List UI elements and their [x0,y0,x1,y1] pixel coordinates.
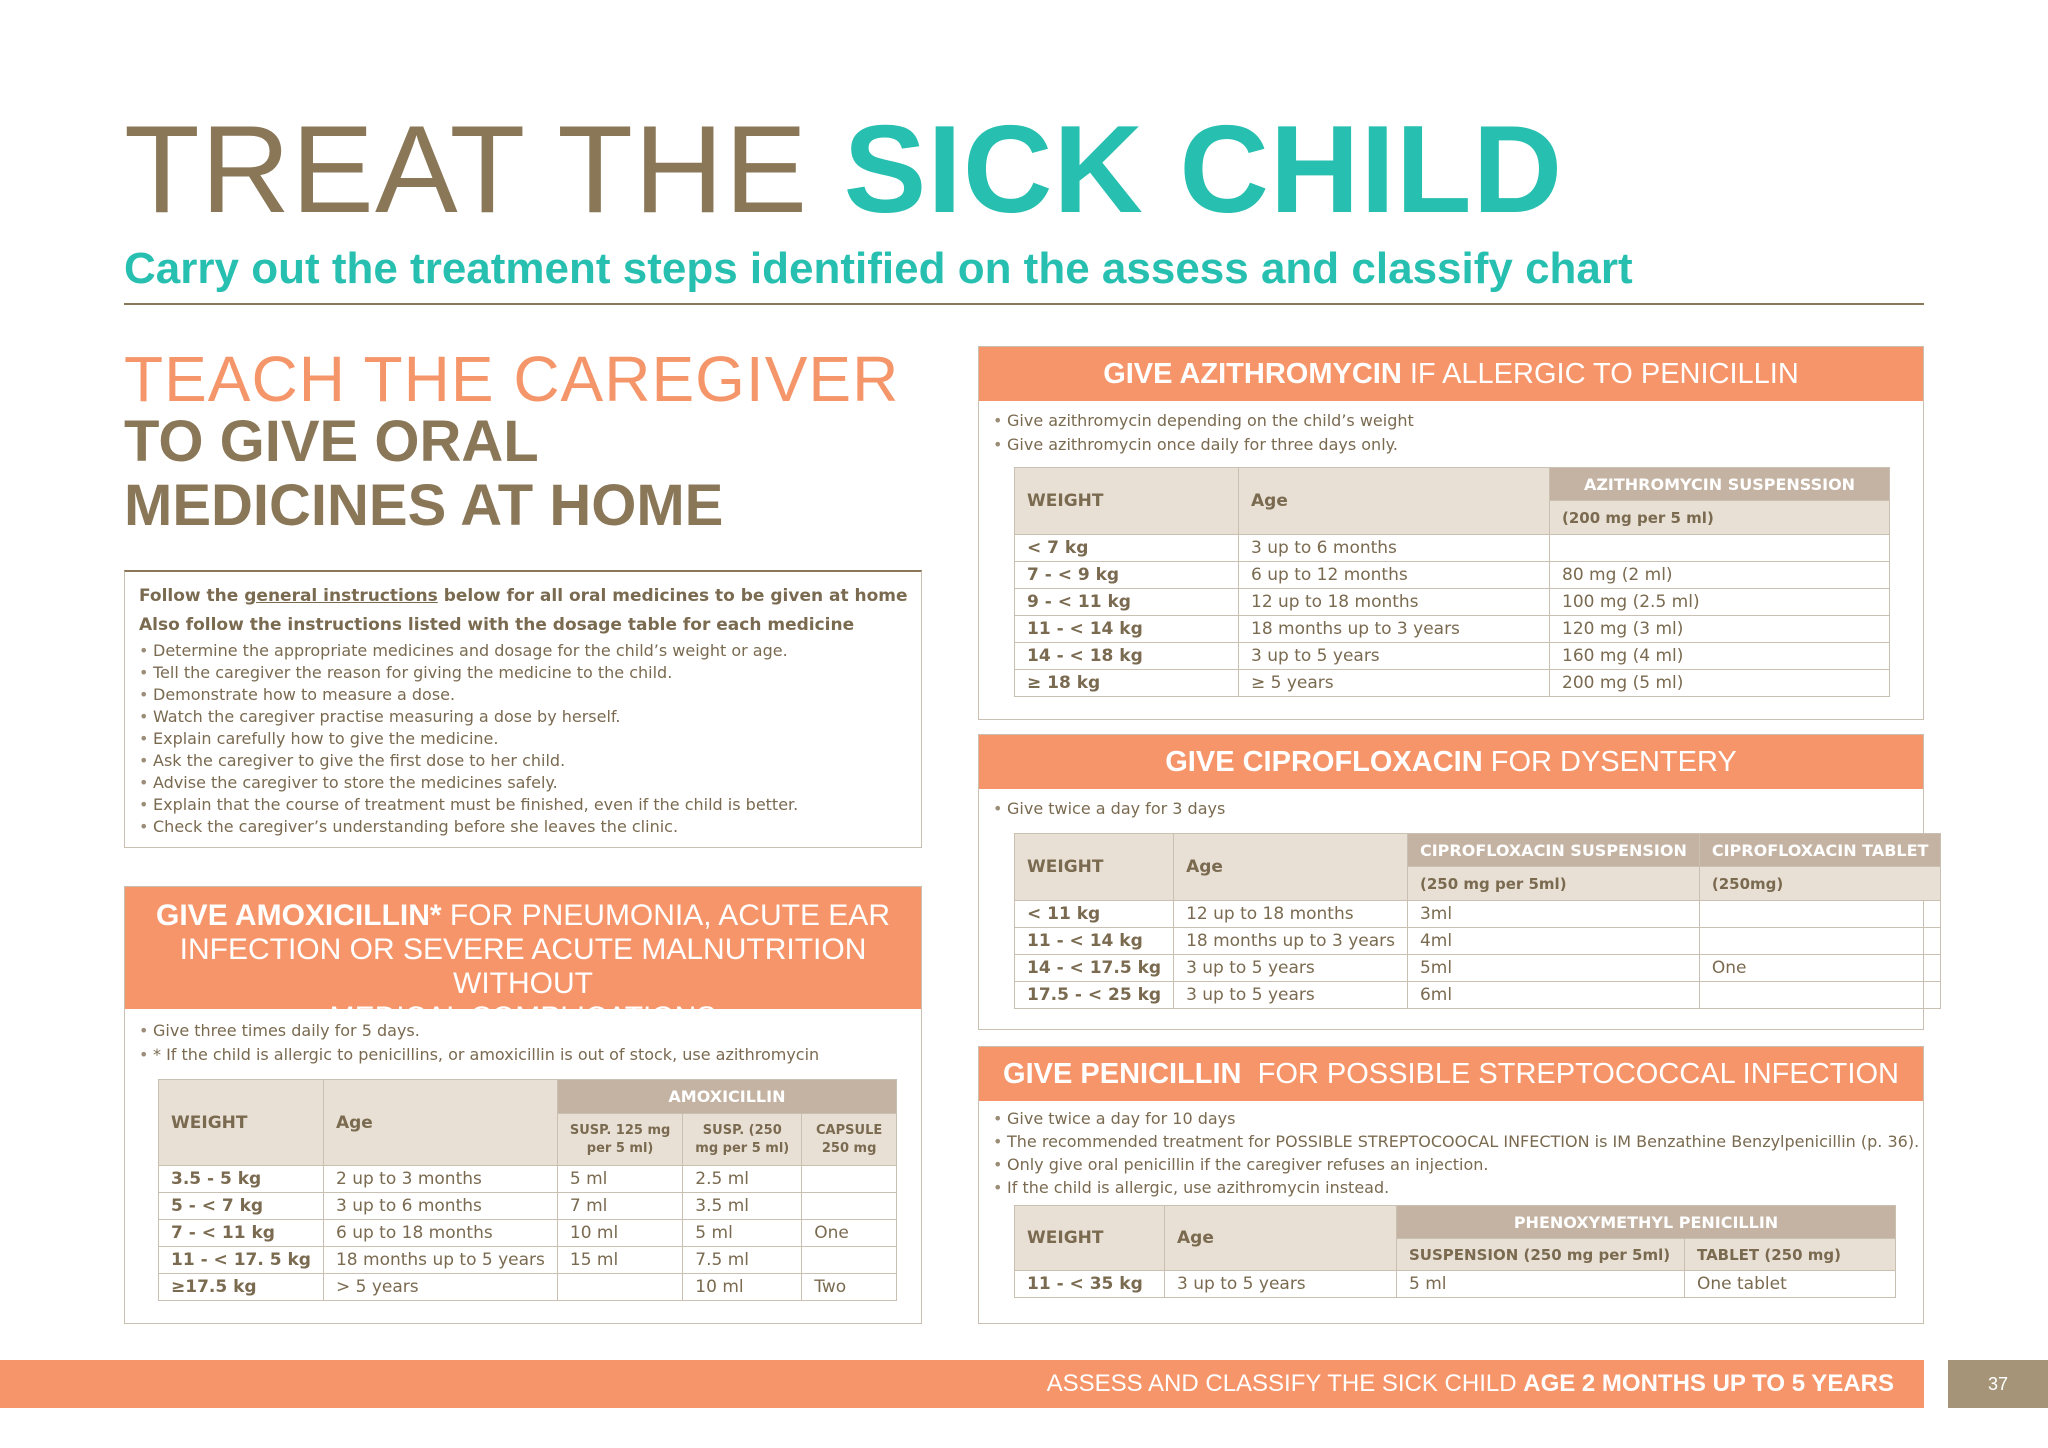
dose-cell: Two [802,1274,897,1301]
amoxicillin-bullet: • Give three times daily for 5 days. [139,1019,907,1043]
table-row [1015,955,1941,982]
age-cell: > 5 years [323,1274,557,1301]
dose-cell [1699,901,1941,928]
dose-cell [802,1193,897,1220]
azithromycin-table [1014,467,1890,697]
azithromycin-header-bold: GIVE AZITHROMYCIN [1103,358,1402,390]
weight-cell: 11 - < 14 kg [1015,616,1239,643]
penicillin-body [979,1101,1923,1298]
penicillin-sub-tablet: TABLET (250 mg) [1685,1239,1896,1271]
amoxicillin-sub-susp250 [683,1114,802,1166]
amoxicillin-sub-capsule-a: CAPSULE [816,1122,883,1138]
amoxicillin-header-line1 [125,899,921,933]
dose-cell: 200 mg (5 ml) [1550,670,1890,697]
weight-cell: 3.5 - 5 kg [159,1166,324,1193]
azithromycin-sub-header: (200 mg per 5 ml) [1550,501,1890,535]
azithromycin-header-rest: IF ALLERGIC TO PENICILLIN [1401,358,1799,390]
dose-cell: 160 mg (4 ml) [1550,643,1890,670]
table-row [159,1220,897,1247]
azithromycin-col-age: Age [1239,468,1550,535]
instructions-list [139,640,907,838]
dose-cell: One [1699,955,1941,982]
age-cell: 18 months up to 3 years [1174,928,1408,955]
dose-cell [1550,535,1890,562]
weight-cell: < 11 kg [1015,901,1174,928]
table-row [159,1193,897,1220]
teach-heading-line3: MEDICINES AT HOME [124,473,724,538]
amoxicillin-panel [124,886,922,1324]
age-cell: 3 up to 5 years [1174,982,1408,1009]
penicillin-bullet: • The recommended treatment for POSSIBLE STREPTOCOOCAL INFECTION is IM Benzathine Benzylpenicillin (p. 36). [993,1130,1909,1153]
title-plain: TREAT THE [124,101,844,239]
ciprofloxacin-group-suspension: CIPROFLOXACIN SUSPENSION [1407,834,1699,867]
amoxicillin-sub-susp125 [557,1114,682,1166]
age-cell: 3 up to 5 years [1239,643,1550,670]
dose-cell: 5 ml [557,1166,682,1193]
age-cell: 3 up to 6 months [1239,535,1550,562]
dose-cell: 3ml [1407,901,1699,928]
ciprofloxacin-sub-suspension: (250 mg per 5ml) [1407,867,1699,901]
weight-cell: ≥17.5 kg [159,1274,324,1301]
instructions-line1-post: below for all oral medicines to be given at home [437,586,908,606]
ciprofloxacin-header-rest: FOR DYSENTERY [1482,746,1737,778]
age-cell: 3 up to 5 years [1174,955,1408,982]
dose-cell: 100 mg (2.5 ml) [1550,589,1890,616]
table-row [1015,1271,1896,1298]
penicillin-col-age: Age [1165,1206,1397,1271]
dose-cell: 120 mg (3 ml) [1550,616,1890,643]
ciprofloxacin-body [979,789,1929,1009]
dose-cell: 10 ml [683,1274,802,1301]
amoxicillin-sub-capsule [802,1114,897,1166]
table-row [159,1247,897,1274]
ciprofloxacin-table [1014,833,1941,1009]
amoxicillin-header-rest: FOR PNEUMONIA, ACUTE EAR [441,899,890,932]
penicillin-header-rest: FOR POSSIBLE STREPTOCOCCAL INFECTION [1241,1058,1899,1090]
dose-cell [802,1166,897,1193]
instructions-line2: Also follow the instructions listed with the dosage table for each medicine [139,615,855,635]
dose-cell: 80 mg (2 ml) [1550,562,1890,589]
dose-cell: 15 ml [557,1247,682,1274]
amoxicillin-sub-susp250-b: mg per 5 ml) [695,1140,790,1156]
title-divider [124,303,1924,305]
penicillin-bullet: • If the child is allergic, use azithromycin instead. [993,1176,1909,1199]
weight-cell: 5 - < 7 kg [159,1193,324,1220]
dose-cell: 5ml [1407,955,1699,982]
title-accent: SICK CHILD [843,101,1564,239]
ciprofloxacin-col-weight: WEIGHT [1015,834,1174,901]
penicillin-col-weight: WEIGHT [1015,1206,1165,1271]
table-row [1015,982,1941,1009]
amoxicillin-header-bold: GIVE AMOXICILLIN* [156,899,442,932]
amoxicillin-body [125,1009,921,1301]
dose-cell: 3.5 ml [683,1193,802,1220]
instruction-item: • Ask the caregiver to give the first dose to her child. [139,750,907,772]
age-cell: 6 up to 18 months [323,1220,557,1247]
penicillin-header-bold: GIVE PENICILLIN [1003,1058,1242,1090]
amoxicillin-sub-capsule-b: 250 mg [821,1140,877,1156]
dose-cell: 5 ml [1397,1271,1685,1298]
amoxicillin-header-line2: INFECTION OR SEVERE ACUTE MALNUTRITION WITHOUT [179,933,867,1000]
amoxicillin-col-age: Age [323,1080,557,1166]
teach-heading-line1: TEACH THE CAREGIVER [124,343,900,415]
general-instructions-link: general instructions [244,586,438,606]
penicillin-table [1014,1205,1896,1298]
azithromycin-body [979,401,1923,697]
weight-cell: 7 - < 9 kg [1015,562,1239,589]
table-row [1015,643,1890,670]
instructions-line1-pre: Follow the [139,586,245,606]
weight-cell: 14 - < 18 kg [1015,643,1239,670]
age-cell: 3 up to 6 months [323,1193,557,1220]
azithromycin-bullets [993,409,1909,457]
footer-text-plain: ASSESS AND CLASSIFY THE SICK CHILD [1046,1370,1524,1397]
instructions-line1 [139,582,907,611]
penicillin-sub-suspension: SUSPENSION (250 mg per 5ml) [1397,1239,1685,1271]
dose-cell [802,1247,897,1274]
weight-cell: 7 - < 11 kg [159,1220,324,1247]
age-cell: 18 months up to 3 years [1239,616,1550,643]
instruction-item: • Check the caregiver’s understanding before she leaves the clinic. [139,816,907,838]
ciprofloxacin-bullet: • Give twice a day for 3 days [993,797,1909,821]
table-row [1015,901,1941,928]
ciprofloxacin-header [979,735,1923,789]
dose-cell: 4ml [1407,928,1699,955]
ciprofloxacin-header-bold: GIVE CIPROFLOXACIN [1165,746,1483,778]
table-row [1015,562,1890,589]
dose-cell: 10 ml [557,1220,682,1247]
ciprofloxacin-bullets [993,797,1909,821]
page-subtitle: Carry out the treatment steps identified on the assess and classify chart [124,244,1633,293]
table-row [1015,616,1890,643]
instruction-item: • Explain carefully how to give the medicine. [139,728,907,750]
penicillin-header [979,1047,1923,1101]
instruction-item: • Explain that the course of treatment must be finished, even if the child is better. [139,794,907,816]
penicillin-bullets [993,1107,1920,1199]
dose-cell: 7 ml [557,1193,682,1220]
instruction-item: • Tell the caregiver the reason for giving the medicine to the child. [139,662,907,684]
instruction-item: • Determine the appropriate medicines and dosage for the child’s weight or age. [139,640,907,662]
penicillin-bullet: • Give twice a day for 10 days [993,1107,1909,1130]
azithromycin-bullet: • Give azithromycin once daily for three days only. [993,433,1909,457]
dose-cell: 6ml [1407,982,1699,1009]
age-cell: 12 up to 18 months [1174,901,1408,928]
dose-cell: One [802,1220,897,1247]
weight-cell: 11 - < 14 kg [1015,928,1174,955]
ciprofloxacin-panel [978,734,1929,1030]
general-instructions-box [124,570,922,848]
penicillin-bullet: • Only give oral penicillin if the caregiver refuses an injection. [993,1153,1909,1176]
footer-bar [0,1360,1924,1408]
amoxicillin-sub-susp250-a: SUSP. (250 [702,1122,782,1138]
table-row [1015,535,1890,562]
ciprofloxacin-sub-tablet: (250mg) [1699,867,1941,901]
amoxicillin-col-weight: WEIGHT [159,1080,324,1166]
ciprofloxacin-group-tablet: CIPROFLOXACIN TABLET [1699,834,1941,867]
page-title [124,101,1564,239]
azithromycin-bullet: • Give azithromycin depending on the child’s weight [993,409,1909,433]
dose-cell [1699,928,1941,955]
amoxicillin-sub-susp125-a: SUSP. 125 mg [569,1122,671,1138]
azithromycin-panel [978,346,1924,720]
amoxicillin-table [158,1079,897,1301]
azithromycin-header [979,347,1923,401]
weight-cell: < 7 kg [1015,535,1239,562]
dose-cell [557,1274,682,1301]
weight-cell: ≥ 18 kg [1015,670,1239,697]
instruction-item: • Advise the caregiver to store the medicines safely. [139,772,907,794]
weight-cell: 17.5 - < 25 kg [1015,982,1174,1009]
page-number: 37 [1948,1360,2048,1408]
dose-cell: 7.5 ml [683,1247,802,1274]
azithromycin-col-weight: WEIGHT [1015,468,1239,535]
age-cell: 18 months up to 5 years [323,1247,557,1274]
footer-text-bold: AGE 2 MONTHS UP TO 5 YEARS [1523,1370,1894,1397]
penicillin-group-header: PHENOXYMETHYL PENICILLIN [1397,1206,1896,1239]
amoxicillin-header-line3: MEDICAL COMPLICATIONS [329,1001,717,1034]
weight-cell: 11 - < 17. 5 kg [159,1247,324,1274]
instruction-item: • Watch the caregiver practise measuring a dose by herself. [139,706,907,728]
footer-text [1047,1370,1894,1398]
dose-cell: 2.5 ml [683,1166,802,1193]
weight-cell: 9 - < 11 kg [1015,589,1239,616]
age-cell: ≥ 5 years [1239,670,1550,697]
table-row [159,1166,897,1193]
table-row [1015,928,1941,955]
age-cell: 3 up to 5 years [1165,1271,1397,1298]
ciprofloxacin-col-age: Age [1174,834,1408,901]
penicillin-panel [978,1046,1924,1324]
amoxicillin-sub-susp125-b: per 5 ml) [586,1140,654,1156]
amoxicillin-group-header: AMOXICILLIN [557,1080,896,1114]
weight-cell: 11 - < 35 kg [1015,1271,1165,1298]
teach-heading-line2: TO GIVE ORAL [124,409,539,474]
age-cell: 6 up to 12 months [1239,562,1550,589]
age-cell: 2 up to 3 months [323,1166,557,1193]
instruction-item: • Demonstrate how to measure a dose. [139,684,907,706]
amoxicillin-bullet: • * If the child is allergic to penicillins, or amoxicillin is out of stock, use azithromycin [139,1043,907,1067]
dose-cell: 5 ml [683,1220,802,1247]
age-cell: 12 up to 18 months [1239,589,1550,616]
table-row [1015,670,1890,697]
weight-cell: 14 - < 17.5 kg [1015,955,1174,982]
azithromycin-group-header: AZITHROMYCIN SUSPENSSION [1550,468,1890,501]
dose-cell: One tablet [1685,1271,1896,1298]
table-row [159,1274,897,1301]
table-row [1015,589,1890,616]
dose-cell [1699,982,1941,1009]
